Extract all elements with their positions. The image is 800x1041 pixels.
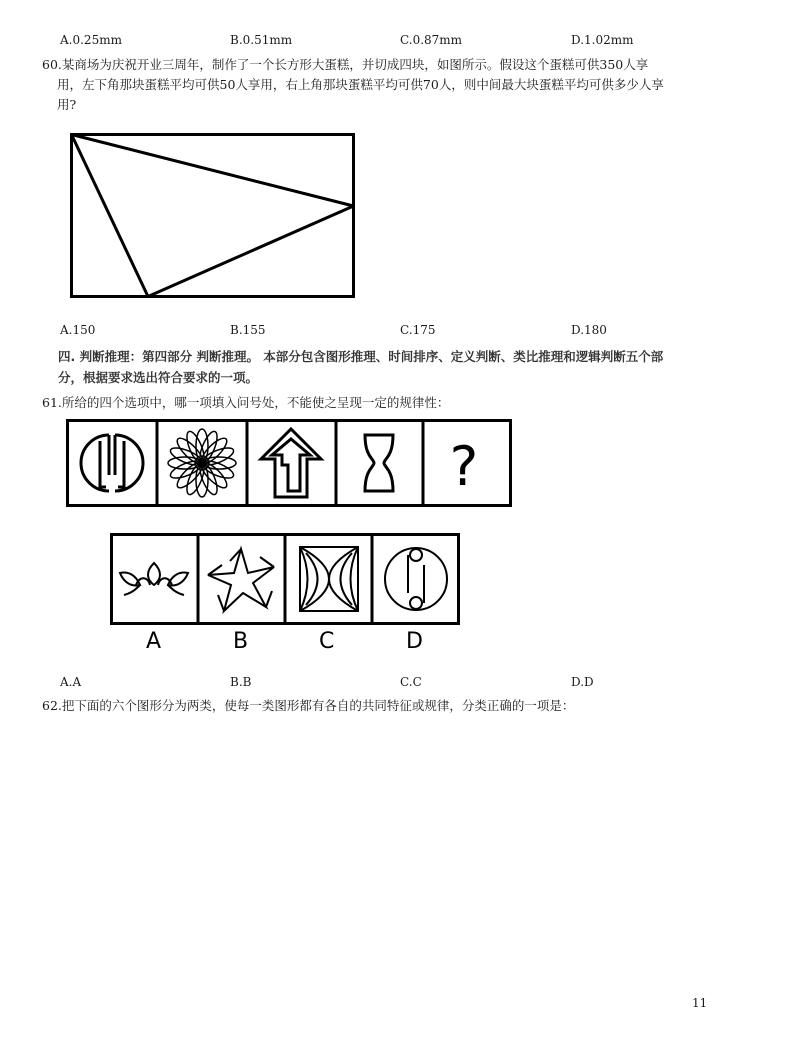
q60-line-2: 用，左下角那块蛋糕平均可供50人享用，右上角那块蛋糕平均可供70人，则中间最大块蛋糕平均可供多少人享 bbox=[57, 77, 664, 92]
choice-letter-d: D bbox=[406, 629, 423, 654]
q60-line-3: 用? bbox=[57, 97, 77, 112]
q61-option-b[interactable]: B.B bbox=[230, 675, 252, 689]
section-4-line-1: 四. 判断推理：第四部分 判断推理。 本部分包含图形推理、时间排序、定义判断、类比推理和逻辑判断五个部 bbox=[58, 349, 664, 364]
seq-figure-1-split-circle bbox=[81, 435, 143, 491]
q59-options bbox=[60, 33, 760, 49]
choice-d-circle-dots[interactable] bbox=[385, 548, 447, 610]
cake-cut-3 bbox=[148, 206, 354, 297]
cake-rectangle bbox=[72, 135, 354, 297]
cake-cut-1 bbox=[72, 135, 149, 297]
choice-a-lotus[interactable] bbox=[120, 563, 188, 595]
cake-cut-2 bbox=[72, 135, 354, 207]
seq-figure-3-arrow bbox=[261, 429, 321, 497]
choice-c-square-petals[interactable] bbox=[300, 547, 358, 611]
q61-text: 61.所给的四个选项中，哪一项填入问号处，不能使之呈现一定的规律性： bbox=[42, 395, 450, 410]
q62-question bbox=[42, 696, 574, 716]
q61-option-c[interactable]: C.C bbox=[400, 675, 422, 689]
choice-letter-a: A bbox=[146, 629, 162, 654]
q60-cake-figure bbox=[70, 133, 356, 298]
choice-b-pinwheel-star[interactable] bbox=[208, 549, 274, 611]
page-number: 11 bbox=[692, 996, 708, 1010]
seq-figure-2-flower bbox=[168, 429, 236, 497]
q59-option-a[interactable]: A.0.25mm bbox=[60, 33, 122, 47]
q60-options bbox=[60, 323, 760, 339]
section-4-line-2: 分，根据要求选出符合要求的一项。 bbox=[58, 370, 259, 385]
seq-figure-4-hourglass bbox=[365, 435, 393, 491]
q61-options bbox=[60, 675, 760, 691]
q61-choice-figures bbox=[110, 533, 460, 625]
q61-option-d[interactable]: D.D bbox=[571, 675, 594, 689]
section-4-heading bbox=[58, 346, 663, 388]
choice-letter-c: C bbox=[319, 629, 335, 654]
q60-option-a[interactable]: A.150 bbox=[60, 323, 96, 337]
choice-letter-b: B bbox=[233, 629, 249, 654]
q62-text: 62.把下面的六个图形分为两类，使每一类图形都有各自的共同特征或规律，分类正确的一项是： bbox=[42, 698, 575, 713]
q60-line-1: 60.某商场为庆祝开业三周年，制作了一个长方形大蛋糕，并切成四块，如图所示。假设这个蛋糕可供350人享 bbox=[42, 57, 649, 72]
q61-option-a[interactable]: A.A bbox=[60, 675, 82, 689]
q61-sequence-figures bbox=[66, 419, 512, 507]
q60-option-d[interactable]: D.180 bbox=[571, 323, 607, 337]
q59-option-b[interactable]: B.0.51mm bbox=[230, 33, 293, 47]
q61-question bbox=[42, 393, 449, 413]
q59-option-c[interactable]: C.0.87mm bbox=[400, 33, 463, 47]
q60-option-b[interactable]: B.155 bbox=[230, 323, 266, 337]
seq-figure-5-question-mark: ? bbox=[449, 435, 479, 498]
q59-option-d[interactable]: D.1.02mm bbox=[571, 33, 634, 47]
q60-option-c[interactable]: C.175 bbox=[400, 323, 436, 337]
q60-question bbox=[42, 55, 664, 115]
